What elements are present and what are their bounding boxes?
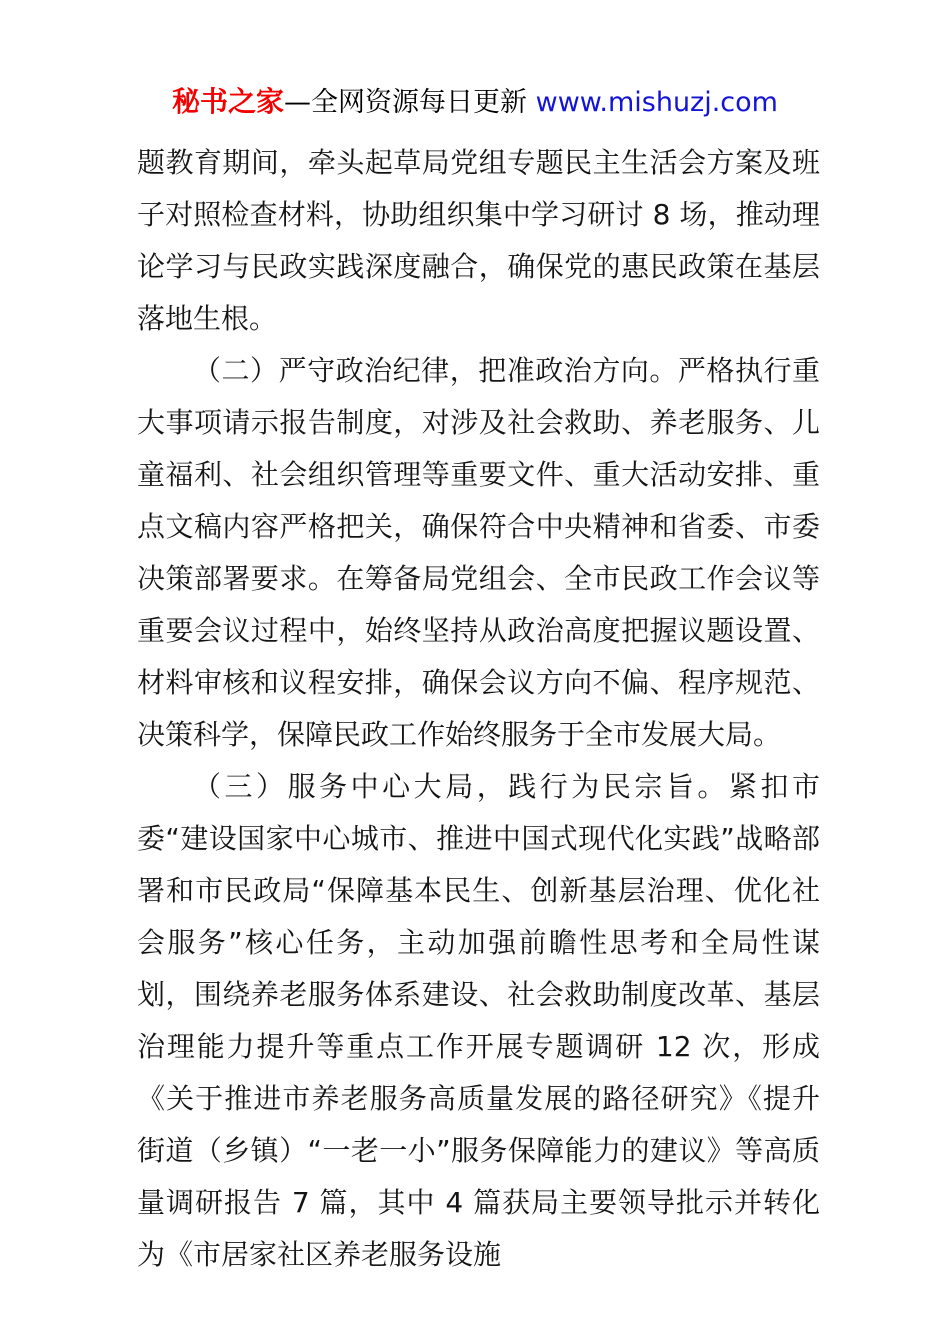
site-header (0, 0, 950, 121)
site-brand: 秘书之家 (172, 85, 285, 118)
site-url-link[interactable]: www.mishuzj.com (535, 87, 778, 118)
site-tagline: —全网资源每日更新 (284, 87, 536, 118)
document-body (137, 137, 820, 1281)
body-paragraph: （二）严守政治纪律，把准政治方向。严格执行重大事项请示报告制度，对涉及社会救助、养老服务、儿童福利、社会组织管理等重要文件、重大活动安排、重点文稿内容严格把关，确保符合中央精神和省委、市委决策部署要求。在筹备局党组会、全市民政工作会议等重要会议过程中，始终坚持从政治高度把握议题设置、材料审核和议程安排，确保会议方向不偏、程序规范、决策科学，保障民政工作始终服务于全市发展大局。 (137, 354, 820, 751)
body-paragraph: （三）服务中心大局，践行为民宗旨。紧扣市委“建设国家中心城市、推进中国式现代化实践”战略部署和市民政局“保障基本民生、创新基层治理、优化社会服务”核心任务，主动加强前瞻性思考和全局性谋划，围绕养老服务体系建设、社会救助制度改革、基层治理能力提升等重点工作开展专题调研 12 次，形成《关于推进市养老服务高质量发展的路径研究》《提升街道（乡镇）“一老一小”服务保障能力的建议》等高质量调研报告 7 篇，其中 4 篇获局主要领导批示并转化为《市居家社区养老服务设施 (137, 770, 820, 1271)
body-paragraph: 题教育期间，牵头起草局党组专题民主生活会方案及班子对照检查材料，协助组织集中学习研讨 8 场，推动理论学习与民政实践深度融合，确保党的惠民政策在基层落地生根。 (137, 146, 820, 335)
